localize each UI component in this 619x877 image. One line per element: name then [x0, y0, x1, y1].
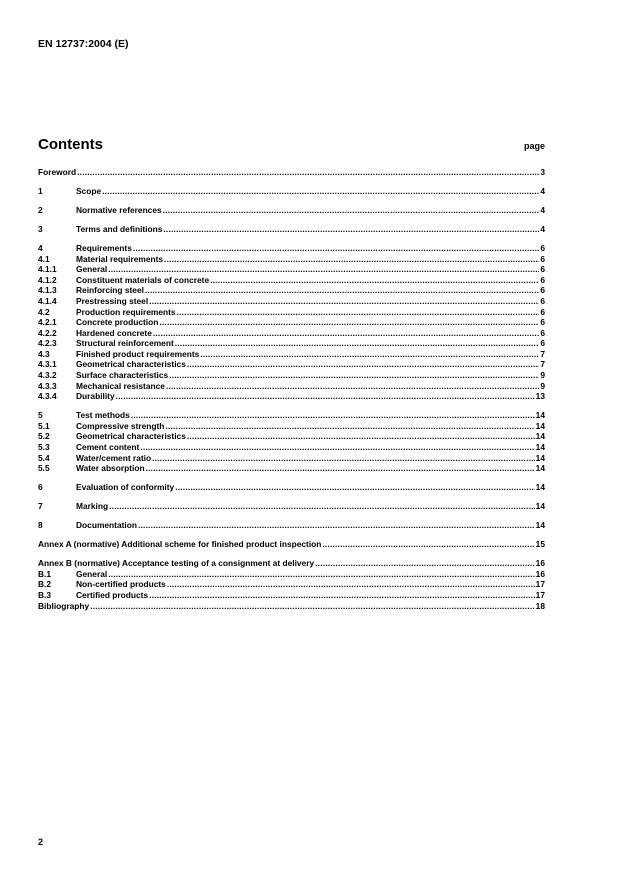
- toc-entry-title: Durability: [76, 391, 115, 402]
- toc-entry-number: 5.4: [38, 452, 50, 463]
- toc-entry[interactable]: [38, 370, 545, 381]
- toc-entry[interactable]: [38, 328, 545, 339]
- toc-entry-page: 14: [535, 463, 545, 474]
- toc-entry-number: 5.3: [38, 442, 50, 453]
- toc-entry[interactable]: [38, 264, 545, 275]
- toc-dot-leader: [164, 254, 539, 265]
- toc-entry[interactable]: [38, 410, 545, 421]
- toc-entry-title: Annex B (normative) Acceptance testing of a consignment at delivery: [38, 558, 315, 569]
- toc-dot-leader: [159, 317, 539, 328]
- toc-entry-page: 14: [535, 520, 545, 531]
- toc-entry-page: 17: [535, 589, 545, 600]
- toc-entry-number: 8: [38, 520, 43, 531]
- toc-entry-title: Hardened concrete: [76, 327, 152, 338]
- toc-entry[interactable]: [38, 453, 545, 464]
- toc-entry-title: Annex A (normative) Additional scheme for finished product inspection: [38, 539, 322, 550]
- toc-entry-page: 13: [535, 391, 545, 402]
- toc-entry-title: Production requirements: [76, 306, 176, 317]
- toc-entry-number: 4.3.1: [38, 359, 57, 370]
- toc-entry-number: 4.1.4: [38, 295, 57, 306]
- toc-entry-page: 6: [540, 327, 545, 338]
- toc-dot-leader: [322, 539, 534, 550]
- toc-entry-page: 16: [535, 568, 545, 579]
- toc-entry[interactable]: [38, 539, 545, 550]
- toc-dot-leader: [108, 264, 539, 275]
- toc-entry-title: Non-certified products: [76, 579, 166, 590]
- toc-entry-title: Documentation: [76, 520, 137, 531]
- toc-entry-page: 6: [540, 253, 545, 264]
- toc-entry[interactable]: [38, 167, 545, 178]
- toc-entry-page: 14: [535, 410, 545, 421]
- toc-entry-title: Reinforcing steel: [76, 285, 144, 296]
- toc-entry-number: B.2: [38, 579, 52, 590]
- toc-entry-number: 4.2.3: [38, 338, 57, 349]
- toc-entry-title: Surface characteristics: [76, 370, 169, 381]
- toc-dot-leader: [77, 167, 539, 178]
- toc-dot-leader: [152, 453, 535, 464]
- toc-entry-page: 14: [535, 452, 545, 463]
- toc-entry[interactable]: [38, 254, 545, 265]
- toc-entry-page: 6: [540, 306, 545, 317]
- toc-entry-page: 14: [535, 482, 545, 493]
- toc-entry-number: 4.1.1: [38, 264, 57, 275]
- toc-entry-number: 4.2.1: [38, 317, 57, 328]
- toc-entry[interactable]: [38, 205, 545, 216]
- toc-entry-page: 14: [535, 442, 545, 453]
- toc-entry[interactable]: [38, 296, 545, 307]
- toc-entry-number: 4.3.3: [38, 380, 57, 391]
- toc-dot-leader: [167, 579, 535, 590]
- toc-dot-leader: [315, 558, 535, 569]
- toc-dot-leader: [138, 520, 535, 531]
- toc-dot-leader: [200, 349, 539, 360]
- toc-entry-number: 4.3: [38, 348, 50, 359]
- toc-entry-title: Normative references: [76, 204, 162, 215]
- toc-dot-leader: [109, 501, 535, 512]
- toc-entry-number: 4.3.4: [38, 391, 57, 402]
- toc-entry[interactable]: [38, 307, 545, 318]
- toc-entry-title: General: [76, 568, 108, 579]
- toc-dot-leader: [133, 243, 539, 254]
- toc-entry-title: Geometrical characteristics: [76, 359, 186, 370]
- toc-entry-number: 4.1: [38, 253, 50, 264]
- toc-entry-number: 5.5: [38, 463, 50, 474]
- toc-entry-number: 4.2.2: [38, 327, 57, 338]
- toc-dot-leader: [163, 224, 539, 235]
- toc-entry[interactable]: [38, 275, 545, 286]
- contents-title: Contents: [38, 136, 103, 153]
- toc-entry-page: 15: [535, 539, 545, 550]
- toc-entry-number: 7: [38, 501, 43, 512]
- toc-dot-leader: [145, 285, 539, 296]
- toc-entry-number: 6: [38, 482, 43, 493]
- toc-dot-leader: [169, 370, 539, 381]
- toc-entry-number: B.3: [38, 589, 52, 600]
- toc-dot-leader: [116, 391, 535, 402]
- toc-entry[interactable]: [38, 421, 545, 432]
- toc-dot-leader: [146, 463, 535, 474]
- toc-dot-leader: [187, 431, 535, 442]
- toc-entry-number: 4.1.2: [38, 274, 57, 285]
- toc-entry[interactable]: [38, 463, 545, 474]
- toc-dot-leader: [210, 275, 539, 286]
- toc-dot-leader: [140, 442, 534, 453]
- toc-entry-title: Water absorption: [76, 463, 145, 474]
- toc-entry-page: 6: [540, 242, 545, 253]
- toc-entry[interactable]: [38, 520, 545, 531]
- toc-entry-page: 14: [535, 501, 545, 512]
- toc-entry[interactable]: [38, 442, 545, 453]
- toc-entry-number: 4: [38, 242, 43, 253]
- toc-dot-leader: [166, 381, 539, 392]
- toc-entry-page: 9: [540, 370, 545, 381]
- toc-entry-page: 6: [540, 274, 545, 285]
- toc-entry[interactable]: [38, 431, 545, 442]
- toc-entry[interactable]: [38, 349, 545, 360]
- toc-entry[interactable]: [38, 243, 545, 254]
- toc-entry[interactable]: [38, 285, 545, 296]
- toc-entry-number: 5.1: [38, 420, 50, 431]
- toc-entry-page: 6: [540, 264, 545, 275]
- toc-entry-title: Requirements: [76, 242, 132, 253]
- toc-dot-leader: [102, 186, 539, 197]
- toc-entry[interactable]: [38, 317, 545, 328]
- toc-entry-page: 4: [540, 185, 545, 196]
- toc-entry-page: 3: [540, 167, 545, 177]
- toc-entry-page: 6: [540, 338, 545, 349]
- toc-entry[interactable]: [38, 569, 545, 580]
- toc-entry[interactable]: [38, 590, 545, 601]
- toc-entry-page: 14: [535, 420, 545, 431]
- toc-entry-number: 4.3.2: [38, 370, 57, 381]
- toc-entry-number: 4.1.3: [38, 285, 57, 296]
- toc-entry[interactable]: [38, 224, 545, 235]
- toc-entry-number: 5: [38, 410, 43, 421]
- toc-entry-title: Terms and definitions: [76, 223, 163, 234]
- toc-entry[interactable]: [38, 558, 545, 569]
- toc-entry[interactable]: [38, 391, 545, 402]
- toc-entry-page: 4: [540, 223, 545, 234]
- toc-entry[interactable]: [38, 359, 545, 370]
- toc-entry-title: Certified products: [76, 589, 149, 600]
- toc-dot-leader: [149, 590, 535, 601]
- toc-dot-leader: [175, 482, 534, 493]
- toc-entry-title: Foreword: [38, 167, 77, 177]
- toc-entry-title: Concrete production: [76, 317, 159, 328]
- toc-entry-title: Marking: [76, 501, 109, 512]
- toc-entry[interactable]: [38, 338, 545, 349]
- toc-entry-page: 6: [540, 295, 545, 306]
- toc-entry-page: 6: [540, 317, 545, 328]
- toc-entry-title: Test methods: [76, 410, 130, 421]
- toc-entry-page: 18: [535, 600, 545, 611]
- toc-entry-page: 7: [540, 359, 545, 370]
- toc-dot-leader: [175, 338, 540, 349]
- toc-entry-number: 4.2: [38, 306, 50, 317]
- toc-entry-number: 1: [38, 185, 43, 196]
- toc-entry[interactable]: [38, 381, 545, 392]
- toc-dot-leader: [153, 328, 539, 339]
- page-column-label: page: [523, 141, 545, 151]
- document-id: EN 12737:2004 (E): [38, 38, 129, 50]
- toc-entry[interactable]: [38, 579, 545, 590]
- toc-dot-leader: [108, 569, 534, 580]
- toc-dot-leader: [177, 307, 540, 318]
- toc-entry-page: 14: [535, 431, 545, 442]
- toc-entry-page: 6: [540, 285, 545, 296]
- toc-dot-leader: [165, 421, 534, 432]
- toc-entry[interactable]: [38, 501, 545, 512]
- toc-dot-leader: [163, 205, 540, 216]
- toc-dot-leader: [131, 410, 535, 421]
- toc-entry[interactable]: [38, 601, 545, 612]
- table-of-contents: [38, 167, 545, 611]
- toc-entry-page: 9: [540, 380, 545, 391]
- toc-entry-title: Evaluation of conformity: [76, 482, 175, 493]
- toc-entry[interactable]: [38, 186, 545, 197]
- toc-entry-title: Constituent materials of concrete: [76, 274, 210, 285]
- toc-entry-title: Finished product requirements: [76, 348, 200, 359]
- toc-dot-leader: [90, 601, 534, 612]
- toc-entry-page: 7: [540, 348, 545, 359]
- toc-entry[interactable]: [38, 482, 545, 493]
- toc-entry-page: 16: [535, 558, 545, 569]
- toc-entry-title: Prestressing steel: [76, 295, 149, 306]
- toc-entry-number: B.1: [38, 568, 52, 579]
- toc-dot-leader: [149, 296, 539, 307]
- toc-entry-number: 3: [38, 223, 43, 234]
- toc-entry-title: Structural reinforcement: [76, 338, 174, 349]
- toc-entry-title: Scope: [76, 185, 102, 196]
- toc-entry-page: 17: [535, 579, 545, 590]
- toc-entry-title: Bibliography: [38, 600, 90, 611]
- toc-entry-title: Mechanical resistance: [76, 380, 165, 391]
- toc-entry-title: Geometrical characteristics: [76, 431, 186, 442]
- toc-entry-page: 4: [540, 204, 545, 215]
- toc-entry-title: General: [76, 264, 108, 275]
- toc-entry-title: Water/cement ratio: [76, 452, 152, 463]
- page-number: 2: [38, 837, 44, 847]
- toc-entry-title: Compressive strength: [76, 420, 165, 431]
- toc-entry-title: Material requirements: [76, 253, 164, 264]
- toc-entry-title: Cement content: [76, 442, 140, 453]
- toc-entry-number: 5.2: [38, 431, 50, 442]
- toc-entry-number: 2: [38, 204, 43, 215]
- toc-dot-leader: [187, 359, 539, 370]
